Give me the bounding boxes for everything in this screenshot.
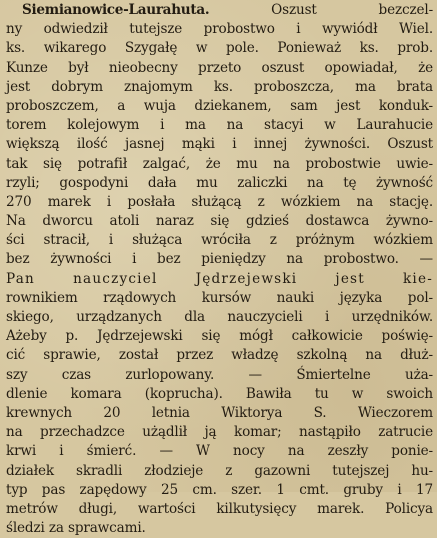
article-line-15: Pan nauczyciel Jędrzejewski jest kie-: [6, 270, 433, 287]
article-line-17: skiego, urządzanych dla nauczycieli i urzędników.: [6, 309, 433, 325]
article-line-27: metrów długi, wartości kilkutysięcy marek. Policya: [6, 500, 433, 517]
article-line-7: torem kolejowym i ma na stacyi w Laurahucie: [6, 117, 433, 134]
article-line-18: Ażeby p. Jędrzejewski się mógł całkowicie poświę-: [6, 328, 433, 345]
article-line-23: na przechadzce użądlił ją komar; nastąpiło zatrucie: [6, 424, 433, 441]
article-line-4: Kunze był nieobecny przeto oszust opowiadał, że: [6, 59, 433, 76]
article-line-3: ks. wikarego Szygałę w pole. Ponieważ ks. prob.: [6, 40, 433, 57]
article-line-8: większą ilość jasnej mąki i innej żywności. Oszust: [6, 136, 433, 153]
article-line-1: [6, 1, 433, 20]
article-line-6: proboszczem, a wuja dziekanem, sam jest konduk-: [6, 97, 433, 114]
article-line-21: dlenie komara (koprucha). Bawiła tu w swoich: [6, 385, 433, 402]
article-line-22: krewnych 20 letnia Wiktorya S. Wieczorem: [6, 404, 433, 421]
article-line-25: działek skradli złodzieje z gazowni tutejszej hu-: [6, 462, 433, 479]
article-line-13: ści stracił, i służąca wróciła z próżnym wózkiem: [6, 232, 433, 249]
article-line-2: ny odwiedził tutejsze probostwo i wywiódł Wiel.: [6, 21, 433, 38]
article-line-19: cić sprawie, został przez władzę szkolną na dłuż-: [6, 347, 433, 364]
article-line-28: śledzi za sprawcami.: [6, 520, 146, 537]
article-line-24: krwi i śmierć. — W nocy na zeszły ponie-: [6, 443, 433, 460]
article-line-26: typ pas zapędowy 25 cm. szer. 1 cmt. gruby i 17: [6, 481, 433, 498]
article-line-16: rownikiem rządowych kursów nauki języka pol-: [6, 289, 433, 306]
article-line-10: rzyli; gospodyni dała mu zaliczki na tę żywność: [6, 174, 433, 191]
article-line-14: bez żywności i bez pieniędzy na probostwo. —: [6, 251, 433, 268]
article-line-5: jest dobrym znajomym ks. proboszcza, ma brata: [6, 78, 433, 95]
article-line-11: 270 marek i posłała służącą z wózkiem na stację.: [6, 193, 433, 210]
article-line-9: tak się potrafił zalgać, że mu na probostwie uwie-: [6, 155, 433, 172]
article-line-12: Na dworcu atoli naraz się gdzieś dostawca żywno-: [6, 213, 433, 230]
article-text: Oszust bezczel-: [271, 2, 434, 18]
article-line-20: szy czas zurlopowany. — Śmiertelne uża-: [6, 366, 433, 383]
place-heading: Siemianowice-Laurahuta.: [22, 2, 210, 18]
